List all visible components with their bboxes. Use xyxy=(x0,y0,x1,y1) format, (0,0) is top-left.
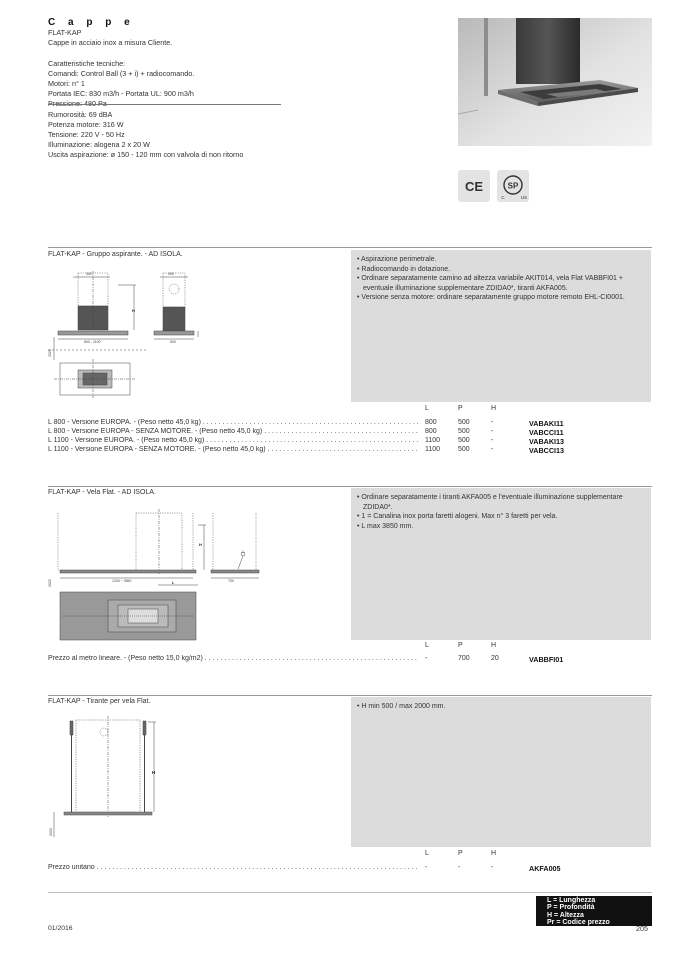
row-code: AKFA005 xyxy=(529,864,561,873)
row-h: - xyxy=(491,437,494,444)
column-header-l: L xyxy=(425,850,429,857)
row-h: - xyxy=(491,428,494,435)
row-description: Prezzo unitario . . . xyxy=(48,864,418,873)
svg-text:2020: 2020 xyxy=(48,579,52,587)
product-specifications: FLAT-KAP Cappe in acciaio inox a misura Cliente. Caratteristiche tecniche: Comandi: Control Ball (3 + i) + radiocomando. Motori: n° 1 Portata IEC: 830 m3/h - Portata UL: 900 m3/h Pressione: 480 Pa Rumorosità: 69 dBA Potenza motore: 316 W Tensione: 220 V - 50 Hz Illuminazione: alogena 2 x 20 W Uscita aspirazione: ø 150 - 120 mm con valvola di non ritorno xyxy=(48,28,244,160)
canopy-technical-drawing xyxy=(48,505,273,649)
row-p: 500 xyxy=(458,437,470,444)
legend-item: P = Profondità xyxy=(547,904,595,912)
column-header-h: H xyxy=(491,642,497,649)
column-header-l: L xyxy=(425,405,429,412)
notes-panel xyxy=(351,697,651,847)
row-description: L 800 - Versione EUROPA - SENZA MOTORE. - (Peso netto 45,0 kg) . . . xyxy=(48,428,418,437)
rod-technical-drawing xyxy=(48,712,178,846)
header-divider xyxy=(48,104,281,105)
product-photo xyxy=(458,18,652,146)
row-description: L 1100 - Versione EUROPA - SENZA MOTORE. - (Peso netto 45,0 kg) . . . xyxy=(48,446,418,455)
edition-date: 01/2016 xyxy=(48,925,73,932)
footer-divider xyxy=(48,892,652,893)
row-h: - xyxy=(491,446,494,453)
price-row xyxy=(48,655,652,665)
note-item: • Ordinare separatamente i tiranti AKFA005 e l'eventuale illuminazione supplementare ZDIDA0*. xyxy=(357,493,645,512)
row-p: 700 xyxy=(458,655,470,662)
svg-text:SP: SP xyxy=(507,181,519,191)
svg-text:L: L xyxy=(172,580,175,585)
svg-text:800 - 1100: 800 - 1100 xyxy=(84,340,101,344)
legend-item: L = Lunghezza xyxy=(547,897,596,904)
row-l: 1100 xyxy=(425,437,441,444)
row-h: - xyxy=(491,419,494,426)
row-l: - xyxy=(425,655,428,662)
column-header-l: L xyxy=(425,642,429,649)
svg-text:2020: 2020 xyxy=(48,349,52,357)
row-description: L 800 - Versione EUROPA. - (Peso netto 45,0 kg) . . . xyxy=(48,419,418,428)
svg-text:1200 ÷ 3850: 1200 ÷ 3850 xyxy=(112,579,132,583)
row-code: VABAKI11 xyxy=(529,419,564,428)
svg-text:1: 1 xyxy=(242,550,244,554)
row-p: 500 xyxy=(458,446,470,453)
row-l: - xyxy=(425,864,428,871)
row-code: VABBFI01 xyxy=(529,655,564,664)
note-item: • Aspirazione perimetrale. xyxy=(357,255,645,265)
row-code: VABCCI11 xyxy=(529,428,564,437)
note-item: • L max 3850 mm. xyxy=(357,522,645,532)
column-header-p: P xyxy=(458,642,463,649)
column-header-h: H xyxy=(491,405,497,412)
note-item: • Ordinare separatamente camino ad altezza variabile AKIT014, vela Flat VABBFI01 + eventuale illuminazione supplementare ZDIDA0*, tiranti AKFA005. xyxy=(357,274,645,293)
row-description: Prezzo al metro lineare. - (Peso netto 15,0 kg/m2) . . . xyxy=(48,655,418,664)
column-header-p: P xyxy=(458,850,463,857)
page-number: 205 xyxy=(636,924,648,933)
csa-mark-icon xyxy=(497,170,529,202)
svg-text:340: 340 xyxy=(86,272,92,276)
section-divider xyxy=(48,247,652,248)
hood-technical-drawing xyxy=(48,265,248,409)
section-title: FLAT-KAP - Gruppo aspirante. - AD ISOLA. xyxy=(48,251,183,258)
row-p: 500 xyxy=(458,428,470,435)
svg-text:2020: 2020 xyxy=(49,828,53,836)
svg-text:500: 500 xyxy=(170,340,176,344)
catalog-section-title: C a p p e xyxy=(48,17,135,28)
row-code: VABAKI13 xyxy=(529,437,565,446)
section-divider xyxy=(48,695,652,696)
svg-text:700: 700 xyxy=(228,579,234,583)
price-row xyxy=(48,864,652,874)
legend-item: H = Altezza xyxy=(547,911,584,919)
price-row xyxy=(48,446,652,456)
svg-text:US: US xyxy=(520,195,528,200)
svg-text:H: H xyxy=(132,308,135,313)
note-item: • H min 500 / max 2000 mm. xyxy=(357,702,645,712)
notes-panel xyxy=(351,250,651,402)
legend-box xyxy=(536,896,652,926)
svg-text:H: H xyxy=(199,542,202,547)
legend-item: Pr = Codice prezzo xyxy=(547,919,610,927)
ce-mark-icon xyxy=(458,170,490,202)
svg-text:390: 390 xyxy=(168,272,174,276)
row-l: 800 xyxy=(425,419,437,426)
svg-text:CE: CE xyxy=(464,179,484,194)
note-item: • 1 = Canalina inox porta faretti alogeni. Max n° 3 faretti per vela. xyxy=(357,512,645,522)
section-divider xyxy=(48,486,652,487)
row-p: 500 xyxy=(458,419,470,426)
note-item: • Versione senza motore: ordinare separatamente gruppo motore remoto EHL-CI0001. xyxy=(357,293,645,303)
svg-text:H: H xyxy=(152,770,156,775)
row-l: 1100 xyxy=(425,446,441,453)
row-code: VABCCI13 xyxy=(529,446,565,455)
row-description: L 1100 - Versione EUROPA. - (Peso netto 45,0 kg) . . . xyxy=(48,437,418,446)
section-title: FLAT-KAP - Vela Flat. - AD ISOLA. xyxy=(48,489,156,496)
row-h: - xyxy=(491,864,494,871)
notes-panel xyxy=(351,488,651,640)
note-item: • Radiocomando in dotazione. xyxy=(357,265,645,275)
row-h: 20 xyxy=(491,655,499,662)
column-header-h: H xyxy=(491,850,497,857)
section-title: FLAT-KAP - Tirante per vela Flat. xyxy=(48,698,151,705)
row-p: - xyxy=(458,864,461,871)
row-l: 800 xyxy=(425,428,437,435)
column-header-p: P xyxy=(458,405,463,412)
svg-text:C: C xyxy=(501,195,505,200)
